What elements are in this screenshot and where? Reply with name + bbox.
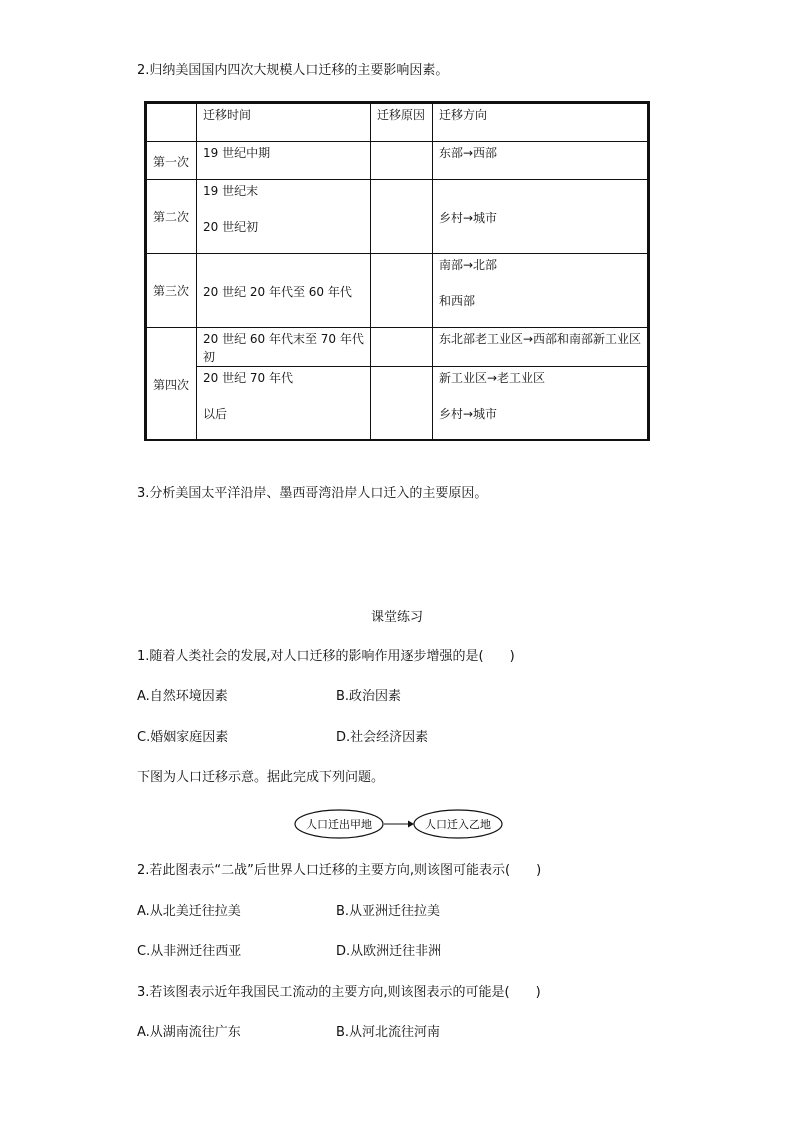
header-cell-time: 迁移时间 [197,104,371,142]
exercise-1-option-a[interactable]: A.自然环境因素 [137,689,228,704]
reason-cell[interactable] [371,254,433,328]
exercise-2-option-b[interactable]: B.从亚洲迁往拉美 [336,904,441,919]
exercise-2-question: 2.若此图表示“二战”后世界人口迁移的主要方向,则该图可能表示( ) [137,863,542,878]
table-row [147,328,648,367]
direction-cell: 南部→北部 和西部 [433,254,648,328]
exercise-1-option-d[interactable]: D.社会经济因素 [336,730,429,745]
exercise-3-option-a[interactable]: A.从湖南流往广东 [137,1025,241,1040]
reason-cell[interactable] [371,367,433,441]
time-cell: 20 世纪 70 年代 以后 [197,367,371,441]
direction-cell: 乡村→城市 [433,180,648,254]
direction-cell: 东北部老工业区→西部和南部新工业区 [433,328,648,367]
question-2-title: 2.归纳美国国内四次大规模人口迁移的主要影响因素。 [137,63,449,78]
row-label: 第四次 [147,328,197,441]
exercise-2-option-a[interactable]: A.从北美迁往拉美 [137,904,241,919]
table-header-row [147,104,648,142]
reason-cell[interactable] [371,142,433,180]
row-label: 第二次 [147,180,197,254]
destination-label: 人口迁入乙地 [425,818,491,831]
arrow-head-icon [408,821,414,828]
table-row [147,367,648,441]
direction-cell: 东部→西部 [433,142,648,180]
time-cell: 20 世纪 20 年代至 60 年代 [197,254,371,328]
table-row [147,180,648,254]
row-label: 第一次 [147,142,197,180]
table-row [147,254,648,328]
reason-cell[interactable] [371,180,433,254]
header-cell-empty [147,104,197,142]
origin-label: 人口迁出甲地 [306,818,372,831]
header-cell-reason: 迁移原因 [371,104,433,142]
time-cell: 20 世纪 60 年代末至 70 年代初 [197,328,371,367]
direction-cell: 新工业区→老工业区 乡村→城市 [433,367,648,441]
exercise-3-option-b[interactable]: B.从河北流往河南 [336,1025,441,1040]
exercise-2-option-d[interactable]: D.从欧洲迁往非洲 [336,944,442,959]
exercise-1-option-b[interactable]: B.政治因素 [336,689,402,704]
exercise-1-question: 1.随着人类社会的发展,对人口迁移的影响作用逐步增强的是( ) [137,649,515,664]
time-cell: 19 世纪中期 [197,142,371,180]
exercise-1-option-c[interactable]: C.婚姻家庭因素 [137,730,229,745]
migration-diagram [294,808,504,840]
exercise-3-question: 3.若该图表示近年我国民工流动的主要方向,则该图表示的可能是( ) [137,985,541,1000]
section-title: 课堂练习 [370,610,423,625]
header-cell-direction: 迁移方向 [433,104,648,142]
time-cell: 19 世纪末 20 世纪初 [197,180,371,254]
row-label: 第三次 [147,254,197,328]
table-row [147,142,648,180]
intro-text: 下图为人口迁移示意。据此完成下列问题。 [137,770,385,785]
migration-table [144,101,650,441]
exercise-2-option-c[interactable]: C.从非洲迁往西亚 [137,944,242,959]
question-3-title: 3.分析美国太平洋沿岸、墨西哥湾沿岸人口迁入的主要原因。 [137,486,488,501]
reason-cell[interactable] [371,328,433,367]
